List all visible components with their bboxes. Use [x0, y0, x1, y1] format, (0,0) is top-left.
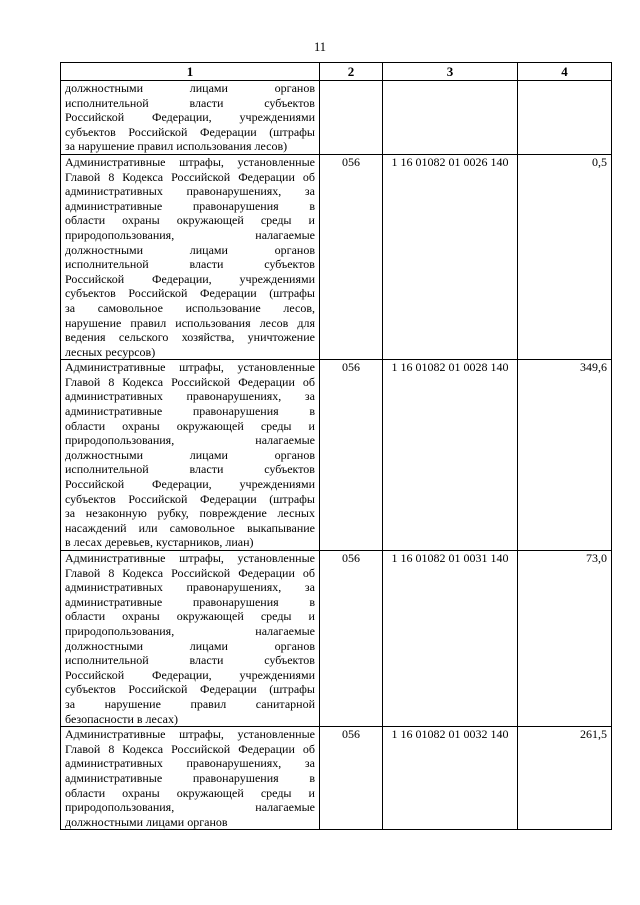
description-line: в лесах деревьев, кустарников, лиан)	[65, 535, 254, 550]
row-description	[61, 360, 320, 551]
description-line: за самовольное использование лесов,	[65, 300, 315, 315]
admin-code: 056	[320, 360, 383, 551]
description-line: области охраны окружающей среды и	[65, 785, 315, 800]
column-header-1: 1	[61, 63, 320, 81]
description-line: природопользования, налагаемые	[65, 800, 315, 815]
description-line: лесных ресурсов)	[65, 344, 156, 359]
description-line: природопользования, налагаемые	[65, 227, 315, 242]
column-header-3: 3	[383, 63, 518, 81]
admin-code	[320, 81, 383, 155]
budget-classification-code: 1 16 01082 01 0028 140	[383, 360, 518, 551]
description-line: за нарушение правил использования лесов)	[65, 139, 288, 154]
budget-classification-code: 1 16 01082 01 0026 140	[383, 154, 518, 359]
budget-classification-code: 1 16 01082 01 0032 140	[383, 727, 518, 830]
description-line: Административные штрафы, установленные	[65, 154, 315, 169]
description-line: за незаконную рубку, повреждение лесных	[65, 506, 315, 521]
description-line: субъектов Российской Федерации (штрафы	[65, 491, 315, 506]
amount: 349,6	[518, 360, 612, 551]
description-line: Российской Федерации, учреждениями	[65, 667, 315, 682]
description-line: исполнительной власти субъектов	[65, 653, 315, 668]
table-header-row	[61, 63, 612, 81]
description-line: Российской Федерации, учреждениями	[65, 477, 315, 492]
description-line: исполнительной власти субъектов	[65, 257, 315, 272]
description-line: административных правонарушениях, за	[65, 756, 315, 771]
description-line: административные правонарушения в	[65, 594, 315, 609]
row-description	[61, 551, 320, 727]
amount: 261,5	[518, 727, 612, 830]
amount: 73,0	[518, 551, 612, 727]
description-line: исполнительной власти субъектов	[65, 95, 315, 110]
row-description	[61, 154, 320, 359]
description-line: безопасности в лесах)	[65, 711, 178, 726]
description-line: Административные штрафы, установленные	[65, 727, 315, 742]
admin-code: 056	[320, 551, 383, 727]
description-line: области охраны окружающей среды и	[65, 609, 315, 624]
description-line: Главой 8 Кодекса Российской Федерации об	[65, 169, 315, 184]
admin-code: 056	[320, 727, 383, 830]
description-line: области охраны окружающей среды и	[65, 213, 315, 228]
description-line: административные правонарушения в	[65, 198, 315, 213]
description-line: Главой 8 Кодекса Российской Федерации об	[65, 565, 315, 580]
table-row	[61, 727, 612, 830]
description-line: административных правонарушениях, за	[65, 389, 315, 404]
description-line: должностными лицами органов	[65, 447, 315, 462]
description-line: субъектов Российской Федерации (штрафы	[65, 682, 315, 697]
description-line: субъектов Российской Федерации (штрафы	[65, 124, 315, 139]
description-line: природопользования, налагаемые	[65, 623, 315, 638]
amount	[518, 81, 612, 155]
description-line: должностными лицами органов	[65, 81, 315, 95]
description-line: должностными лицами органов	[65, 242, 315, 257]
revenue-table	[60, 62, 612, 830]
description-line: Административные штрафы, установленные	[65, 360, 315, 375]
description-line: за нарушение правил санитарной	[65, 696, 315, 711]
description-line: административных правонарушениях, за	[65, 184, 315, 199]
description-line: области охраны окружающей среды и	[65, 418, 315, 433]
amount: 0,5	[518, 154, 612, 359]
page-number: 11	[313, 40, 327, 54]
budget-classification-code	[383, 81, 518, 155]
description-line: Российской Федерации, учреждениями	[65, 271, 315, 286]
table-row	[61, 154, 612, 359]
description-line: ведения сельского хозяйства, уничтожение	[65, 330, 315, 345]
description-line: Главой 8 Кодекса Российской Федерации об	[65, 741, 315, 756]
row-description	[61, 727, 320, 830]
column-header-4: 4	[518, 63, 612, 81]
description-line: насаждений или самовольное выкапывание	[65, 520, 315, 535]
table-row	[61, 551, 612, 727]
description-line: Административные штрафы, установленные	[65, 551, 315, 565]
description-line: природопользования, налагаемые	[65, 433, 315, 448]
description-line: Российской Федерации, учреждениями	[65, 110, 315, 125]
column-header-2: 2	[320, 63, 383, 81]
description-line: административные правонарушения в	[65, 404, 315, 419]
description-line: административные правонарушения в	[65, 770, 315, 785]
description-line: административных правонарушениях, за	[65, 580, 315, 595]
table-row	[61, 81, 612, 155]
description-line: исполнительной власти субъектов	[65, 462, 315, 477]
description-line: нарушение правил использования лесов для	[65, 315, 315, 330]
budget-classification-code: 1 16 01082 01 0031 140	[383, 551, 518, 727]
table-row	[61, 360, 612, 551]
admin-code: 056	[320, 154, 383, 359]
description-line: должностными лицами органов	[65, 814, 228, 829]
description-line: Главой 8 Кодекса Российской Федерации об	[65, 374, 315, 389]
row-description	[61, 81, 320, 155]
table-body	[61, 81, 612, 830]
description-line: субъектов Российской Федерации (штрафы	[65, 286, 315, 301]
description-line: должностными лицами органов	[65, 638, 315, 653]
